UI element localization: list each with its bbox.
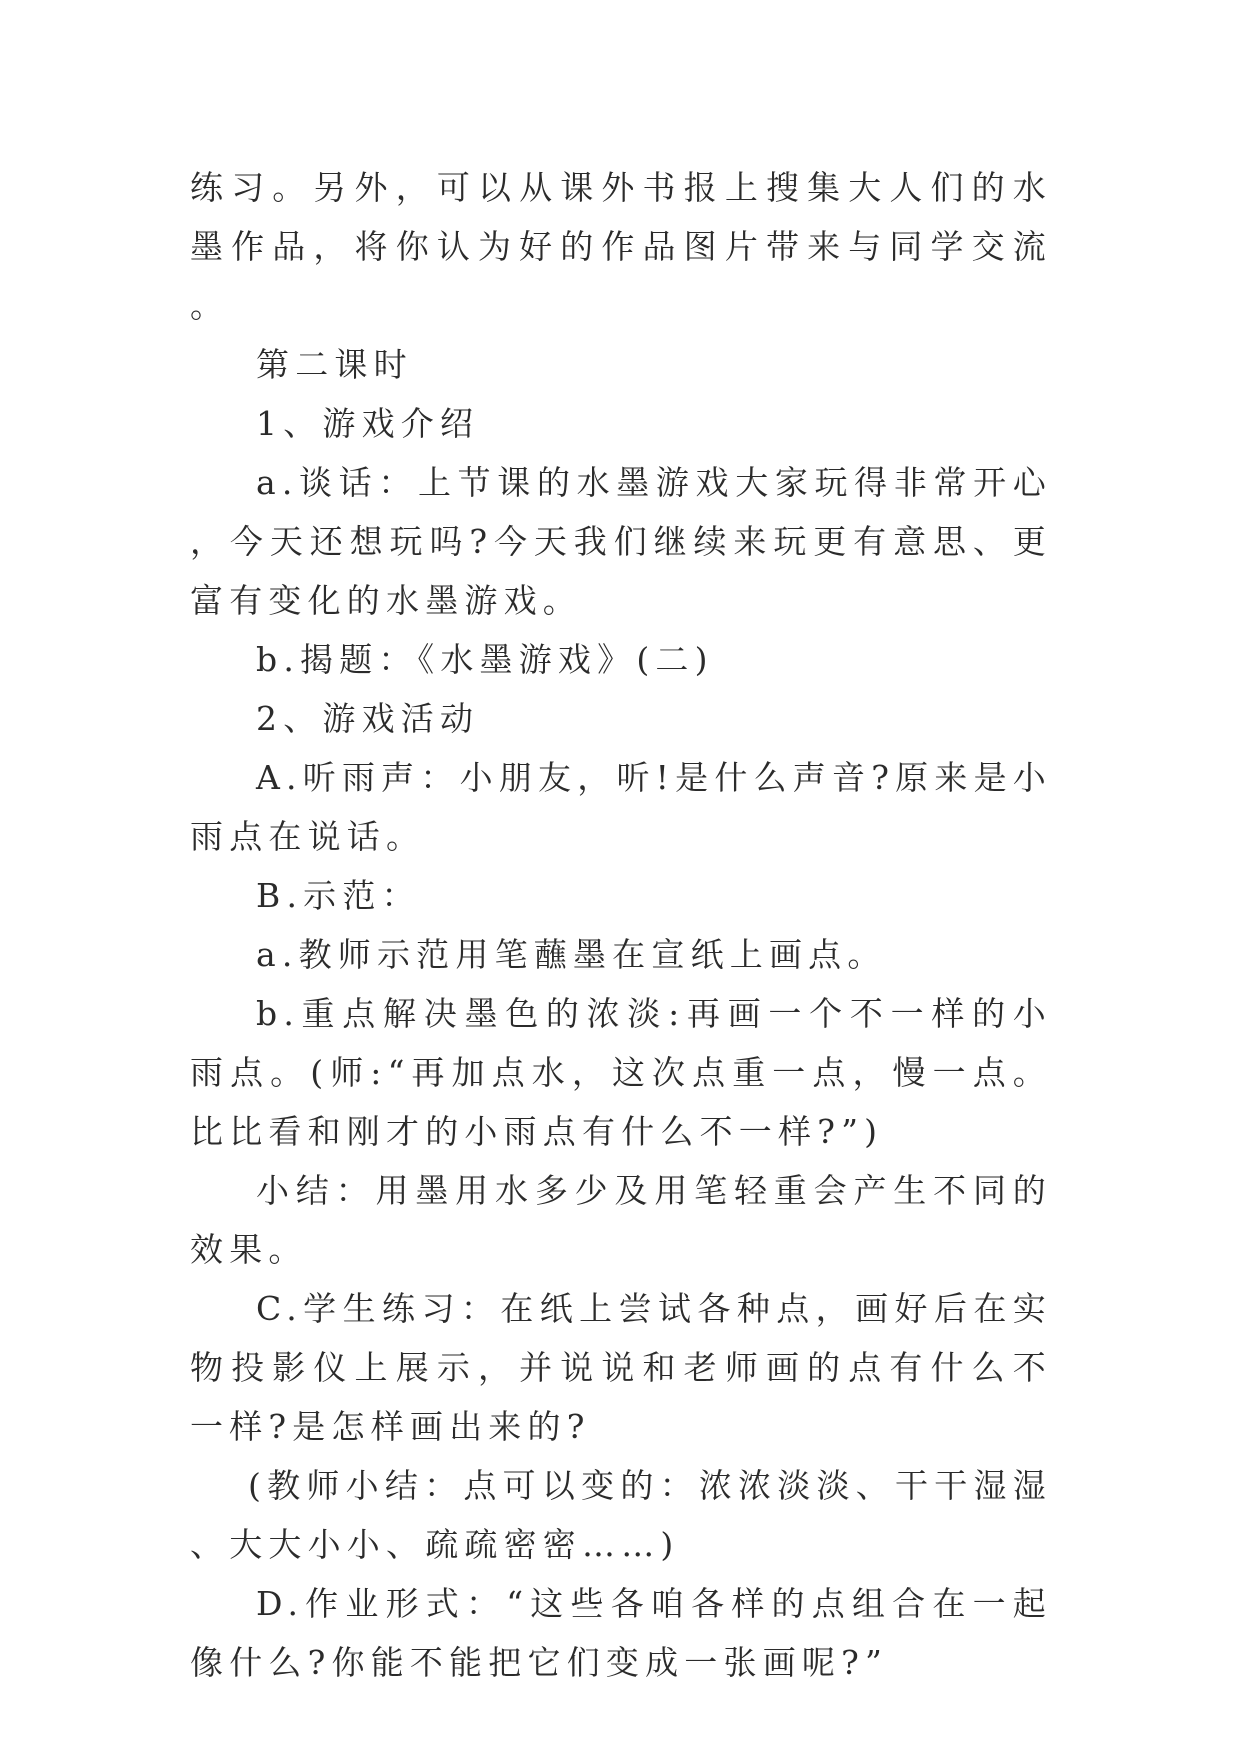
paragraph-listen-rain: A.听雨声：小朋友，听!是什么声音?原来是小雨点在说话。: [190, 758, 1052, 856]
paragraph-talk: a.谈话：上节课的水墨游戏大家玩得非常开心，今天还想玩吗?今天我们继续来玩更有意思、更富有变化的水墨游戏。: [190, 463, 1052, 620]
paragraph-demo-b: b.重点解决墨色的浓淡:再画一个不一样的小雨点。(师:“再加点水，这次点重一点，慢一点。比比看和刚才的小雨点有什么不一样?”): [190, 994, 1052, 1151]
paragraph-teacher-summary: (教师小结：点可以变的：浓浓淡淡、干干湿湿、大大小小、疏疏密密……): [190, 1466, 1052, 1564]
step-heading-game-intro: 1、游戏介绍: [256, 404, 480, 443]
paragraph-demo-heading: B.示范：: [256, 876, 421, 915]
document-body: [190, 158, 1052, 1692]
paragraph-student-practice: C.学生练习：在纸上尝试各种点，画好后在实物投影仪上展示，并说说和老师画的点有什么不一样?是怎样画出来的?: [190, 1289, 1052, 1446]
section-heading-second-lesson: 第二课时: [256, 345, 413, 384]
paragraph-demo-a: a.教师示范用笔蘸墨在宣纸上画点。: [256, 935, 887, 974]
paragraph-reveal-topic: b.揭题：《水墨游戏》(二): [256, 640, 714, 679]
paragraph-summary: 小结：用墨用水多少及用笔轻重会产生不同的效果。: [190, 1171, 1052, 1269]
step-heading-game-activity: 2、游戏活动: [256, 699, 480, 738]
paragraph-continuation: 练习。另外，可以从课外书报上搜集大人们的水墨作品，将你认为好的作品图片带来与同学交流。: [190, 168, 1052, 325]
paragraph-homework: D.作业形式：“这些各咱各样的点组合在一起像什么?你能不能把它们变成一张画呢?”: [190, 1584, 1052, 1682]
